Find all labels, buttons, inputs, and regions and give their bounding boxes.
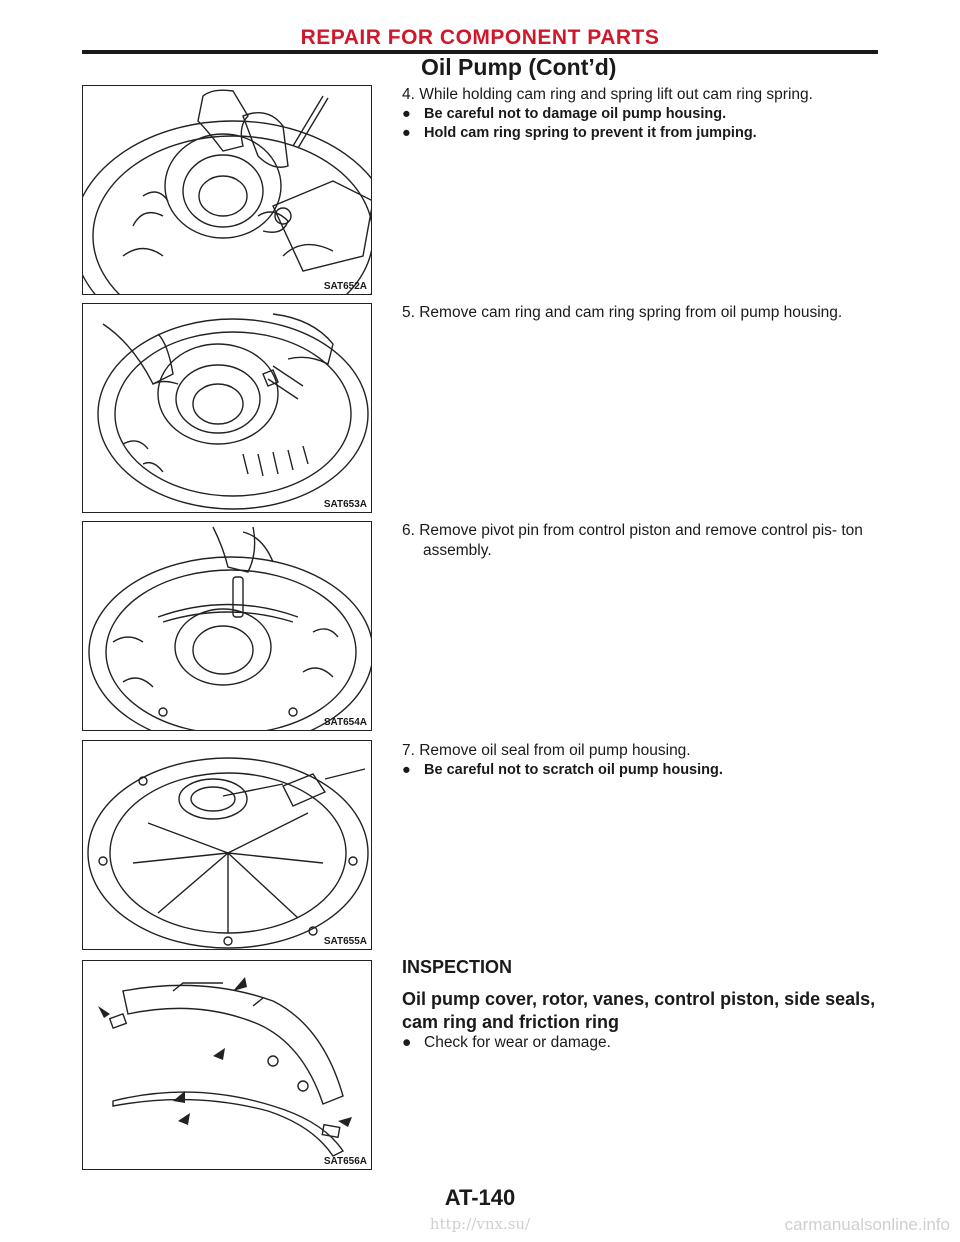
figure-sat652a (82, 85, 372, 295)
inspection-bullet: ● Check for wear or damage. (402, 1034, 611, 1051)
step-4-bullet: ● Be careful not to damage oil pump housing. (402, 106, 727, 122)
page-number: AT-140 (444, 1185, 516, 1210)
page-subtitle: Oil Pump (Cont’d) (421, 54, 617, 80)
figure-label: SAT656A (323, 1156, 367, 1167)
step-7-bullet: ● Be careful not to scratch oil pump housing. (402, 762, 723, 778)
inspection-subheading: Oil pump cover, rotor, vanes, control piston, side seals, cam ring and friction ring (402, 989, 876, 1032)
step-6-text: 6. Remove pivot pin from control piston and remove control pis- ton assembly. (402, 522, 863, 559)
step-4-text: 4. While holding cam ring and spring lift out cam ring spring. (402, 86, 813, 103)
step-4-bullet: ● Hold cam ring spring to prevent it from jumping. (402, 125, 757, 141)
figure-sat656a (82, 960, 372, 1170)
figure-label: SAT654A (323, 717, 367, 728)
figure-sat653a (82, 303, 372, 513)
figure-sat654a (82, 521, 372, 731)
header-title: REPAIR FOR COMPONENT PARTS (300, 26, 660, 49)
figure-label: SAT655A (323, 936, 367, 947)
figure-label: SAT653A (323, 499, 367, 510)
step-7-text: 7. Remove oil seal from oil pump housing. (402, 742, 691, 759)
step-5-text: 5. Remove cam ring and cam ring spring from oil pump housing. (402, 304, 843, 321)
figure-sat655a (82, 740, 372, 950)
inspection-heading: INSPECTION (402, 957, 513, 977)
watermark: carmanualsonline.info (784, 1215, 950, 1234)
figure-label: SAT652A (323, 281, 367, 292)
footer-link[interactable]: http://vnx.su/ (429, 1215, 531, 1233)
